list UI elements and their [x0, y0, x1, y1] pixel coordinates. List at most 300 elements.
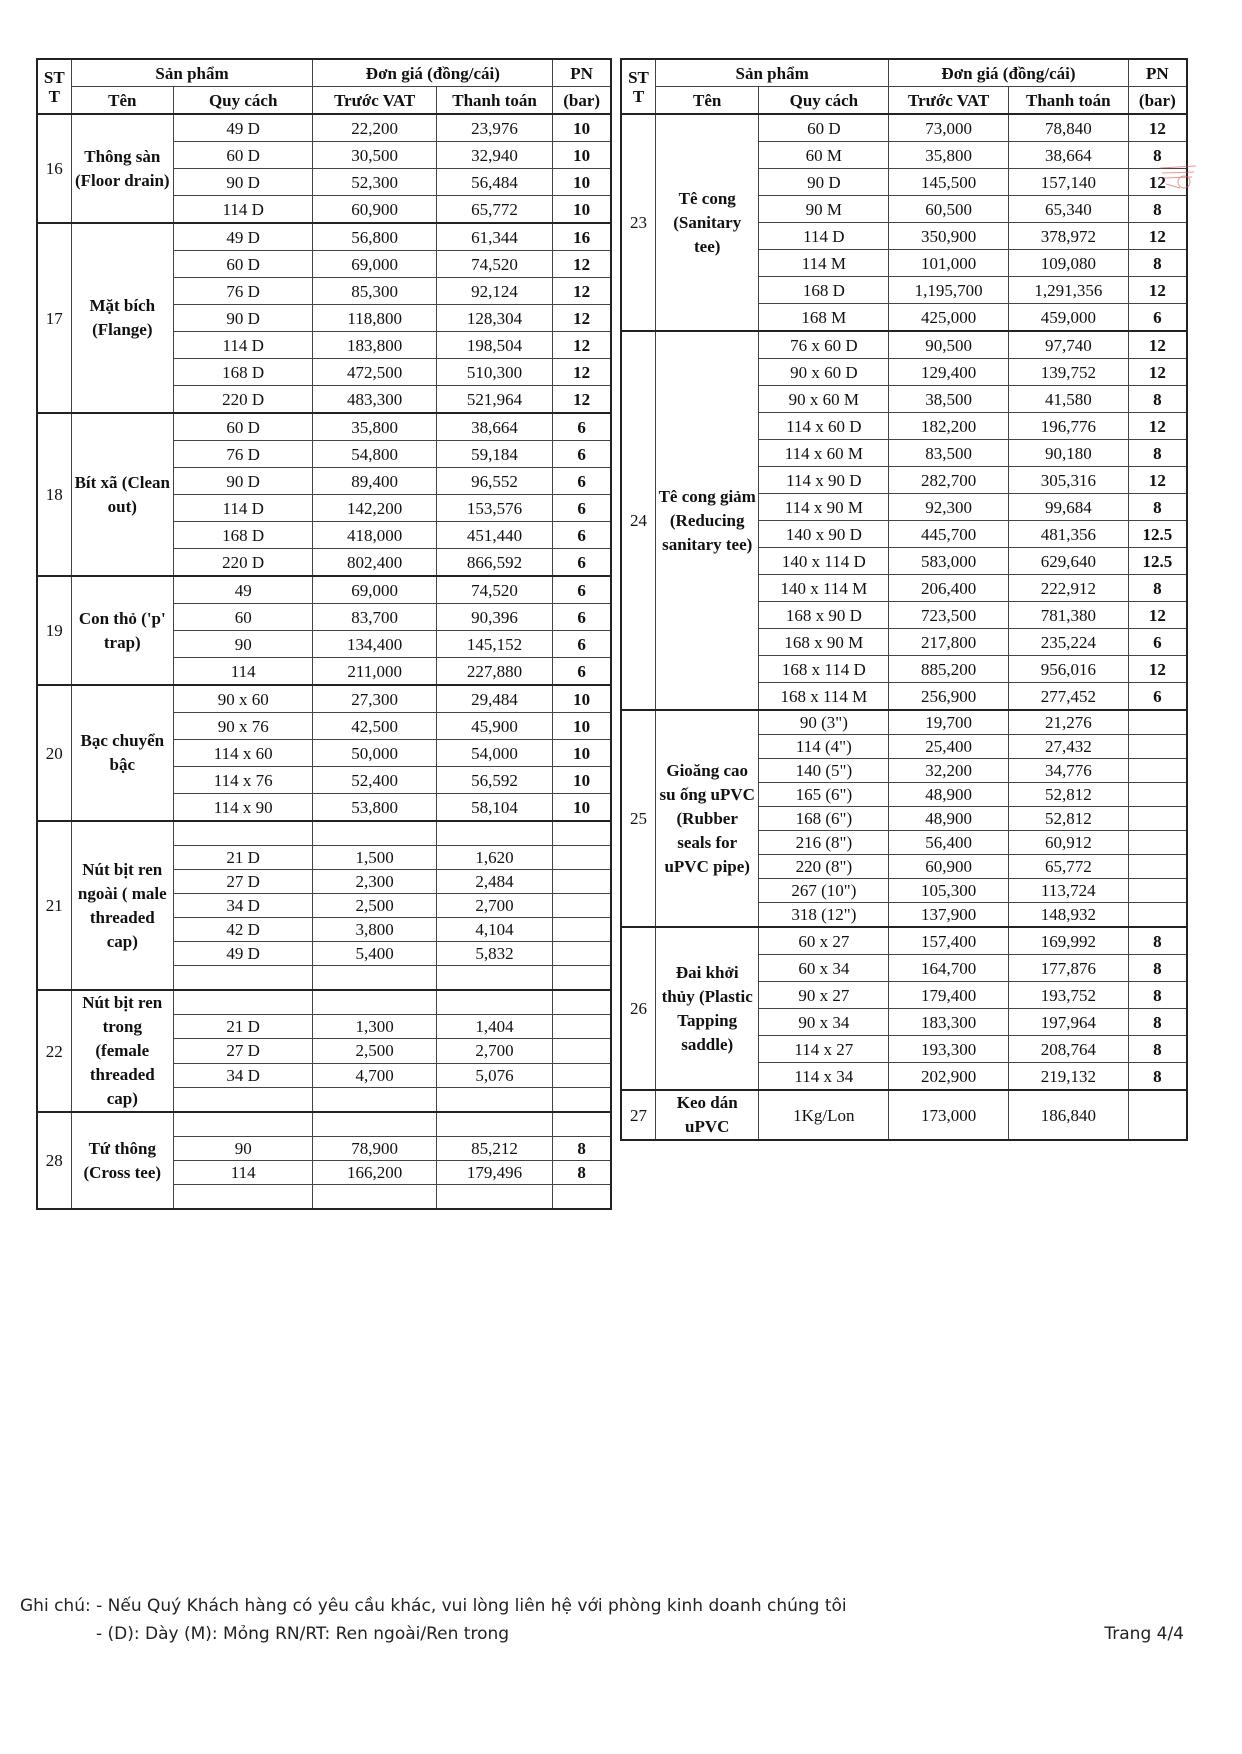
pre-vat-cell: 38,500	[889, 386, 1009, 413]
col-pre-vat: Trước VAT	[313, 87, 436, 115]
pre-vat-cell	[313, 966, 436, 991]
pn-cell: 6	[1128, 683, 1187, 711]
spec-cell: 114 x 90 D	[759, 467, 889, 494]
product-group	[37, 223, 611, 413]
pn-cell: 12	[553, 386, 611, 414]
total-cell: 866,592	[436, 549, 552, 577]
spec-cell: 114 x 90 M	[759, 494, 889, 521]
note-line-2: - (D): Dày (M): Mỏng RN/RT: Ren ngoài/Ren trong	[96, 1624, 510, 1644]
total-cell: 629,640	[1008, 548, 1128, 575]
total-cell	[436, 1185, 552, 1210]
total-cell: 52,812	[1008, 807, 1128, 831]
spec-cell: 21 D	[173, 1015, 312, 1039]
col-total: Thanh toán	[436, 87, 552, 115]
pre-vat-cell: 101,000	[889, 250, 1009, 277]
pre-vat-cell: 92,300	[889, 494, 1009, 521]
pre-vat-cell: 30,500	[313, 142, 436, 169]
pre-vat-cell	[313, 990, 436, 1015]
stt-cell: 21	[37, 821, 71, 990]
total-cell: 38,664	[436, 413, 552, 441]
pre-vat-cell: 217,800	[889, 629, 1009, 656]
pn-cell	[553, 1185, 611, 1210]
spec-cell: 90 D	[173, 169, 312, 196]
total-cell: 78,840	[1008, 114, 1128, 142]
spec-cell: 114 D	[173, 196, 312, 224]
total-cell: 208,764	[1008, 1036, 1128, 1063]
pre-vat-cell: 118,800	[313, 305, 436, 332]
pre-vat-cell: 885,200	[889, 656, 1009, 683]
total-cell: 23,976	[436, 114, 552, 142]
table-row	[621, 710, 1187, 735]
pre-vat-cell: 483,300	[313, 386, 436, 414]
total-cell: 99,684	[1008, 494, 1128, 521]
total-cell: 186,840	[1008, 1090, 1128, 1140]
product-name: Tứ thông (Cross tee)	[71, 1112, 173, 1209]
note-line-1: Ghi chú: - Nếu Quý Khách hàng có yêu cầu khác, vui lòng liên hệ với phòng kinh doanh chúng tôi	[20, 1596, 847, 1616]
pn-cell: 10	[553, 142, 611, 169]
spec-cell: 90	[173, 1137, 312, 1161]
col-stt: ST T	[621, 59, 655, 114]
pre-vat-cell: 193,300	[889, 1036, 1009, 1063]
stt-cell: 24	[621, 331, 655, 710]
pn-cell	[553, 821, 611, 846]
spec-cell: 90 x 60 D	[759, 359, 889, 386]
spec-cell: 140 x 114 M	[759, 575, 889, 602]
total-cell	[436, 966, 552, 991]
product-group	[621, 927, 1187, 1090]
spec-cell: 114 x 27	[759, 1036, 889, 1063]
total-cell: 90,396	[436, 604, 552, 631]
col-product: Sản phẩm	[71, 59, 313, 87]
col-pn-unit: (bar)	[1128, 87, 1187, 115]
total-cell	[436, 821, 552, 846]
spec-cell: 220 D	[173, 386, 312, 414]
spec-cell: 168 x 90 D	[759, 602, 889, 629]
pre-vat-cell: 1,195,700	[889, 277, 1009, 304]
pre-vat-cell: 48,900	[889, 807, 1009, 831]
pn-cell: 12.5	[1128, 521, 1187, 548]
pre-vat-cell: 211,000	[313, 658, 436, 686]
pn-cell: 6	[553, 604, 611, 631]
pre-vat-cell: 73,000	[889, 114, 1009, 142]
total-cell: 1,620	[436, 846, 552, 870]
table-row	[621, 1090, 1187, 1140]
total-cell: 74,520	[436, 251, 552, 278]
total-cell: 92,124	[436, 278, 552, 305]
pn-cell: 8	[1128, 196, 1187, 223]
spec-cell	[173, 1112, 312, 1137]
pn-cell: 12	[1128, 467, 1187, 494]
total-cell: 169,992	[1008, 927, 1128, 955]
total-cell: 97,740	[1008, 331, 1128, 359]
price-table-right	[620, 58, 1188, 1141]
total-cell: 128,304	[436, 305, 552, 332]
total-cell: 177,876	[1008, 955, 1128, 982]
total-cell: 41,580	[1008, 386, 1128, 413]
product-group	[621, 114, 1187, 331]
total-cell: 1,291,356	[1008, 277, 1128, 304]
pn-cell: 10	[553, 169, 611, 196]
pn-cell: 8	[1128, 982, 1187, 1009]
total-cell: 305,316	[1008, 467, 1128, 494]
pre-vat-cell: 22,200	[313, 114, 436, 142]
total-cell: 2,484	[436, 870, 552, 894]
spec-cell: 168 (6")	[759, 807, 889, 831]
spec-cell: 49 D	[173, 942, 312, 966]
col-stt: ST T	[37, 59, 71, 114]
spec-cell: 1Kg/Lon	[759, 1090, 889, 1140]
total-cell: 193,752	[1008, 982, 1128, 1009]
spec-cell: 114 D	[759, 223, 889, 250]
product-name: Keo dán uPVC	[655, 1090, 758, 1140]
pre-vat-cell: 164,700	[889, 955, 1009, 982]
pn-cell	[553, 1039, 611, 1063]
total-cell: 521,964	[436, 386, 552, 414]
pre-vat-cell: 2,300	[313, 870, 436, 894]
pn-cell	[553, 990, 611, 1015]
pn-cell: 10	[553, 114, 611, 142]
pn-cell: 6	[553, 576, 611, 604]
spec-cell: 114 x 60 D	[759, 413, 889, 440]
pre-vat-cell: 42,500	[313, 713, 436, 740]
pn-cell: 6	[553, 413, 611, 441]
pre-vat-cell: 179,400	[889, 982, 1009, 1009]
spec-cell: 114 x 60 M	[759, 440, 889, 467]
col-name: Tên	[655, 87, 758, 115]
pn-cell	[1128, 831, 1187, 855]
pn-cell: 12	[553, 251, 611, 278]
pn-cell: 8	[1128, 1036, 1187, 1063]
spec-cell: 90 D	[173, 468, 312, 495]
product-name: Tê cong (Sanitary tee)	[655, 114, 758, 331]
pn-cell: 12	[1128, 223, 1187, 250]
spec-cell: 90 M	[759, 196, 889, 223]
pn-cell: 8	[1128, 927, 1187, 955]
total-cell: 96,552	[436, 468, 552, 495]
product-group	[621, 1090, 1187, 1140]
spec-cell: 90 x 76	[173, 713, 312, 740]
pre-vat-cell: 32,200	[889, 759, 1009, 783]
pre-vat-cell: 4,700	[313, 1063, 436, 1087]
total-cell: 148,932	[1008, 903, 1128, 928]
product-group	[37, 990, 611, 1112]
total-cell: 4,104	[436, 918, 552, 942]
total-cell: 235,224	[1008, 629, 1128, 656]
pn-cell: 12	[1128, 602, 1187, 629]
pn-cell	[553, 1087, 611, 1112]
col-product: Sản phẩm	[655, 59, 888, 87]
pn-cell: 12	[553, 332, 611, 359]
col-name: Tên	[71, 87, 173, 115]
spec-cell: 42 D	[173, 918, 312, 942]
table-row	[621, 114, 1187, 142]
spec-cell: 90 x 60	[173, 685, 312, 713]
col-price: Đơn giá (đồng/cái)	[889, 59, 1128, 87]
pn-cell	[1128, 783, 1187, 807]
pre-vat-cell: 173,000	[889, 1090, 1009, 1140]
pre-vat-cell: 445,700	[889, 521, 1009, 548]
spec-cell: 76 x 60 D	[759, 331, 889, 359]
total-cell: 510,300	[436, 359, 552, 386]
pre-vat-cell: 27,300	[313, 685, 436, 713]
product-group	[37, 685, 611, 821]
pre-vat-cell: 425,000	[889, 304, 1009, 332]
total-cell	[436, 990, 552, 1015]
pn-cell	[1128, 735, 1187, 759]
spec-cell: 220 (8")	[759, 855, 889, 879]
pre-vat-cell: 60,900	[313, 196, 436, 224]
product-name: Mặt bích (Flange)	[71, 223, 173, 413]
pn-cell: 12	[553, 305, 611, 332]
total-cell: 56,592	[436, 767, 552, 794]
stt-cell: 18	[37, 413, 71, 576]
pn-cell: 10	[553, 685, 611, 713]
total-cell: 378,972	[1008, 223, 1128, 250]
total-cell: 113,724	[1008, 879, 1128, 903]
table-row	[37, 223, 611, 251]
pre-vat-cell: 418,000	[313, 522, 436, 549]
pn-cell	[553, 966, 611, 991]
pre-vat-cell: 52,400	[313, 767, 436, 794]
total-cell: 179,496	[436, 1161, 552, 1185]
spec-cell: 90 x 27	[759, 982, 889, 1009]
spec-cell: 60 x 27	[759, 927, 889, 955]
spec-cell: 114 M	[759, 250, 889, 277]
total-cell: 196,776	[1008, 413, 1128, 440]
pn-cell	[553, 1063, 611, 1087]
pre-vat-cell: 2,500	[313, 894, 436, 918]
total-cell: 90,180	[1008, 440, 1128, 467]
spec-cell: 90 x 34	[759, 1009, 889, 1036]
total-cell: 34,776	[1008, 759, 1128, 783]
total-cell: 1,404	[436, 1015, 552, 1039]
table-row	[37, 990, 611, 1015]
pre-vat-cell: 25,400	[889, 735, 1009, 759]
pre-vat-cell: 1,500	[313, 846, 436, 870]
total-cell: 54,000	[436, 740, 552, 767]
spec-cell: 60 D	[759, 114, 889, 142]
spec-cell: 267 (10")	[759, 879, 889, 903]
pn-cell: 6	[553, 441, 611, 468]
total-cell: 52,812	[1008, 783, 1128, 807]
spec-cell: 216 (8")	[759, 831, 889, 855]
spec-cell: 140 x 114 D	[759, 548, 889, 575]
total-cell: 481,356	[1008, 521, 1128, 548]
total-cell: 45,900	[436, 713, 552, 740]
pn-cell: 10	[553, 740, 611, 767]
pn-cell: 6	[553, 631, 611, 658]
spec-cell: 114 x 34	[759, 1063, 889, 1091]
product-group	[621, 710, 1187, 927]
spec-cell: 60 M	[759, 142, 889, 169]
table-row	[37, 413, 611, 441]
product-group	[37, 413, 611, 576]
pre-vat-cell: 78,900	[313, 1137, 436, 1161]
pn-cell	[553, 918, 611, 942]
product-group	[37, 1112, 611, 1209]
pn-cell	[553, 846, 611, 870]
spec-cell: 168 x 114 D	[759, 656, 889, 683]
total-cell	[436, 1087, 552, 1112]
product-group	[37, 821, 611, 990]
pn-cell: 12	[1128, 114, 1187, 142]
total-cell: 227,880	[436, 658, 552, 686]
pre-vat-cell: 35,800	[889, 142, 1009, 169]
pre-vat-cell: 583,000	[889, 548, 1009, 575]
pn-cell: 8	[1128, 142, 1187, 169]
total-cell: 157,140	[1008, 169, 1128, 196]
spec-cell: 34 D	[173, 1063, 312, 1087]
pn-cell: 12	[553, 359, 611, 386]
spec-cell: 114 D	[173, 495, 312, 522]
pre-vat-cell: 48,900	[889, 783, 1009, 807]
pn-cell	[1128, 855, 1187, 879]
table-row	[621, 331, 1187, 359]
spec-cell: 21 D	[173, 846, 312, 870]
spec-cell: 220 D	[173, 549, 312, 577]
pre-vat-cell: 89,400	[313, 468, 436, 495]
spec-cell: 90 D	[173, 305, 312, 332]
spec-cell: 168 D	[759, 277, 889, 304]
price-table-left	[36, 58, 612, 1210]
product-name: Tê cong giảm (Reducing sanitary tee)	[655, 331, 758, 710]
spec-cell: 60	[173, 604, 312, 631]
pre-vat-cell: 183,800	[313, 332, 436, 359]
pre-vat-cell: 50,000	[313, 740, 436, 767]
pn-cell: 8	[1128, 494, 1187, 521]
stt-cell: 16	[37, 114, 71, 223]
pn-cell: 8	[1128, 250, 1187, 277]
total-cell: 21,276	[1008, 710, 1128, 735]
pre-vat-cell: 5,400	[313, 942, 436, 966]
col-total: Thanh toán	[1008, 87, 1128, 115]
pn-cell	[1128, 879, 1187, 903]
total-cell: 32,940	[436, 142, 552, 169]
total-cell: 451,440	[436, 522, 552, 549]
stt-cell: 25	[621, 710, 655, 927]
pre-vat-cell: 166,200	[313, 1161, 436, 1185]
pre-vat-cell: 56,400	[889, 831, 1009, 855]
pn-cell: 6	[553, 522, 611, 549]
pn-cell: 10	[553, 196, 611, 224]
total-cell: 109,080	[1008, 250, 1128, 277]
pn-cell: 6	[553, 495, 611, 522]
spec-cell: 90 (3")	[759, 710, 889, 735]
pn-cell: 6	[553, 549, 611, 577]
total-cell: 139,752	[1008, 359, 1128, 386]
pre-vat-cell: 157,400	[889, 927, 1009, 955]
spec-cell: 114 D	[173, 332, 312, 359]
product-name: Nút bịt ren ngoài ( male threaded cap)	[71, 821, 173, 990]
product-group	[621, 331, 1187, 710]
pn-cell: 6	[553, 468, 611, 495]
total-cell: 145,152	[436, 631, 552, 658]
pre-vat-cell: 206,400	[889, 575, 1009, 602]
pre-vat-cell: 137,900	[889, 903, 1009, 928]
pre-vat-cell: 472,500	[313, 359, 436, 386]
pn-cell: 12	[1128, 331, 1187, 359]
spec-cell: 49 D	[173, 114, 312, 142]
pre-vat-cell: 723,500	[889, 602, 1009, 629]
total-cell: 58,104	[436, 794, 552, 822]
pre-vat-cell: 35,800	[313, 413, 436, 441]
spec-cell	[173, 821, 312, 846]
spec-cell: 49 D	[173, 223, 312, 251]
spec-cell: 76 D	[173, 441, 312, 468]
pre-vat-cell: 60,900	[889, 855, 1009, 879]
total-cell: 38,664	[1008, 142, 1128, 169]
stt-cell: 17	[37, 223, 71, 413]
total-cell: 59,184	[436, 441, 552, 468]
pre-vat-cell: 182,200	[889, 413, 1009, 440]
col-spec: Quy cách	[759, 87, 889, 115]
spec-cell: 114 x 90	[173, 794, 312, 822]
pre-vat-cell: 53,800	[313, 794, 436, 822]
pn-cell: 12	[1128, 413, 1187, 440]
spec-cell: 27 D	[173, 870, 312, 894]
total-cell: 153,576	[436, 495, 552, 522]
table-row	[37, 576, 611, 604]
total-cell: 56,484	[436, 169, 552, 196]
spec-cell: 168 M	[759, 304, 889, 332]
pn-cell	[553, 1112, 611, 1137]
pn-cell	[1128, 1090, 1187, 1140]
col-spec: Quy cách	[173, 87, 312, 115]
pre-vat-cell: 56,800	[313, 223, 436, 251]
col-price: Đơn giá (đồng/cái)	[313, 59, 553, 87]
table-row	[37, 685, 611, 713]
product-name: Đai khởi thủy (Plastic Tapping saddle)	[655, 927, 758, 1090]
pn-cell: 8	[553, 1137, 611, 1161]
pn-cell	[553, 870, 611, 894]
pn-cell	[553, 1015, 611, 1039]
spec-cell: 114	[173, 658, 312, 686]
pre-vat-cell	[313, 821, 436, 846]
spec-cell	[173, 1087, 312, 1112]
stt-cell: 22	[37, 990, 71, 1112]
pre-vat-cell: 350,900	[889, 223, 1009, 250]
pre-vat-cell: 202,900	[889, 1063, 1009, 1091]
spec-cell: 318 (12")	[759, 903, 889, 928]
spec-cell: 90 x 60 M	[759, 386, 889, 413]
spec-cell	[173, 1185, 312, 1210]
table-row	[37, 114, 611, 142]
col-pn-unit: (bar)	[553, 87, 611, 115]
stt-cell: 20	[37, 685, 71, 821]
pre-vat-cell: 3,800	[313, 918, 436, 942]
table-row	[621, 927, 1187, 955]
pn-cell: 10	[553, 794, 611, 822]
spec-cell: 60 D	[173, 413, 312, 441]
pre-vat-cell: 802,400	[313, 549, 436, 577]
pre-vat-cell: 282,700	[889, 467, 1009, 494]
pre-vat-cell: 1,300	[313, 1015, 436, 1039]
total-cell: 65,772	[1008, 855, 1128, 879]
col-pn: PN	[553, 59, 611, 87]
pre-vat-cell: 19,700	[889, 710, 1009, 735]
pn-cell: 6	[1128, 304, 1187, 332]
page-number: Trang 4/4	[1104, 1624, 1184, 1644]
pre-vat-cell	[313, 1087, 436, 1112]
product-name: Gioăng cao su ống uPVC (Rubber seals for uPVC pipe)	[655, 710, 758, 927]
pn-cell: 12	[1128, 359, 1187, 386]
pn-cell: 12	[1128, 169, 1187, 196]
pn-cell: 12	[1128, 656, 1187, 683]
pn-cell	[1128, 807, 1187, 831]
pn-cell: 8	[1128, 1009, 1187, 1036]
product-name: Con thỏ ('p' trap)	[71, 576, 173, 685]
spec-cell: 114	[173, 1161, 312, 1185]
